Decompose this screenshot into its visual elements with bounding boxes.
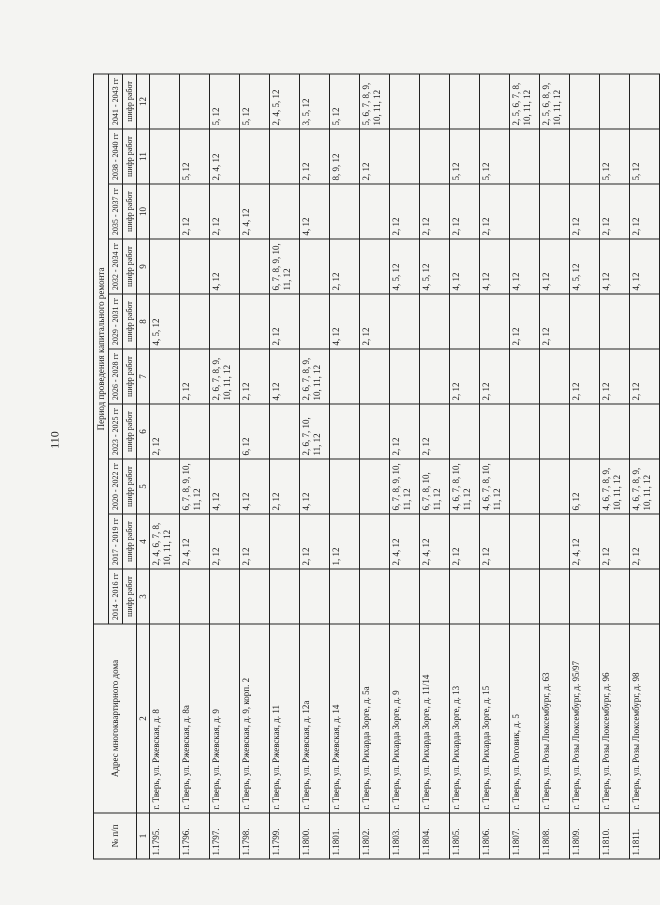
work-code-cell: 2, 12 — [600, 184, 630, 239]
work-code-cell: 2, 4, 12 — [390, 514, 420, 569]
work-code-cell — [510, 404, 540, 459]
row-address: г. Тверь, ул. Рихарда Зорге, д. 15 — [480, 624, 510, 813]
work-code-cell: 2, 12 — [600, 514, 630, 569]
row-address: г. Тверь, ул. Рихарда Зорге, д. 11/14 — [420, 624, 450, 813]
row-number: 1.1797. — [210, 813, 240, 859]
header-column-number: 12 — [137, 74, 150, 129]
work-code-cell — [210, 569, 240, 624]
work-code-cell: 2, 12 — [360, 129, 390, 184]
header-column-number: 10 — [137, 184, 150, 239]
work-code-cell: 6, 7, 8, 10, 11, 12 — [420, 459, 450, 514]
work-code-cell — [360, 569, 390, 624]
table-row — [510, 74, 540, 859]
work-code-cell — [300, 239, 330, 294]
work-code-cell: 4, 12 — [510, 239, 540, 294]
row-number: 1.1810. — [600, 813, 630, 859]
work-code-cell — [510, 514, 540, 569]
work-code-cell: 2, 4, 12 — [180, 514, 210, 569]
work-code-cell: 2, 12 — [180, 184, 210, 239]
table-row — [390, 74, 420, 859]
row-number: 1.1802. — [360, 813, 390, 859]
work-code-cell — [420, 569, 450, 624]
work-code-cell — [510, 569, 540, 624]
work-code-cell — [360, 184, 390, 239]
header-period-4: 2026 - 2028 гг — [109, 349, 123, 404]
work-code-cell: 4, 6, 7, 8, 10, 11, 12 — [450, 459, 480, 514]
work-code-cell — [630, 569, 660, 624]
work-code-cell: 5, 6, 7, 8, 9, 10, 11, 12 — [360, 74, 390, 129]
header-period-1: 2017 - 2019 гг — [109, 514, 123, 569]
work-code-cell: 4, 5, 12 — [420, 239, 450, 294]
work-code-cell — [210, 294, 240, 349]
table-row — [150, 74, 180, 859]
row-address: г. Тверь, ул. Розы Люксембург, д. 98 — [630, 624, 660, 813]
header-column-number: 11 — [137, 129, 150, 184]
work-code-cell — [420, 74, 450, 129]
work-code-cell: 2, 12 — [210, 184, 240, 239]
table-row — [330, 74, 360, 859]
work-code-cell — [240, 294, 270, 349]
work-code-cell: 4, 12 — [270, 349, 300, 404]
work-code-cell: 2, 5, 6, 7, 8, 10, 11, 12 — [510, 74, 540, 129]
work-code-cell: 2, 12 — [390, 184, 420, 239]
header-code-label: шифр работ — [123, 569, 137, 624]
table-row — [180, 74, 210, 859]
work-code-cell: 2, 12 — [150, 404, 180, 459]
row-address: г. Тверь, ул. Ржевская, д. 9 — [210, 624, 240, 813]
work-code-cell — [630, 404, 660, 459]
table-row — [600, 74, 630, 859]
work-code-cell — [270, 129, 300, 184]
header-code-label: шифр работ — [123, 514, 137, 569]
schedule-table-container — [93, 75, 652, 860]
work-code-cell: 2, 5, 6, 8, 9, 10, 11, 12 — [540, 74, 570, 129]
work-code-cell — [360, 459, 390, 514]
header-column-number: 7 — [137, 349, 150, 404]
work-code-cell: 2, 12 — [300, 514, 330, 569]
work-code-cell — [480, 569, 510, 624]
header-column-number: 8 — [137, 294, 150, 349]
work-code-cell: 2, 6, 7, 10, 11, 12 — [300, 404, 330, 459]
work-code-cell: 4, 12 — [540, 239, 570, 294]
work-code-cell — [300, 294, 330, 349]
table-row — [570, 74, 600, 859]
row-address: г. Тверь, ул. Розы Люксембург, д. 96 — [600, 624, 630, 813]
row-number: 1.1806. — [480, 813, 510, 859]
row-address: г. Тверь, ул. Ржевская, д. 12а — [300, 624, 330, 813]
work-code-cell — [600, 569, 630, 624]
work-code-cell — [600, 404, 630, 459]
work-code-cell: 4, 12 — [630, 239, 660, 294]
work-code-cell — [300, 569, 330, 624]
work-code-cell: 2, 12 — [570, 349, 600, 404]
work-code-cell: 4, 12 — [300, 184, 330, 239]
work-code-cell — [540, 349, 570, 404]
work-code-cell — [330, 349, 360, 404]
work-code-cell: 6, 7, 8, 9, 10, 11, 12 — [390, 459, 420, 514]
work-code-cell — [540, 129, 570, 184]
work-code-cell: 5, 12 — [180, 129, 210, 184]
work-code-cell — [150, 239, 180, 294]
row-number: 1.1809. — [570, 813, 600, 859]
work-code-cell — [570, 294, 600, 349]
work-code-cell: 5, 12 — [480, 129, 510, 184]
row-number: 1.1798. — [240, 813, 270, 859]
work-code-cell: 4, 12 — [240, 459, 270, 514]
work-code-cell — [540, 184, 570, 239]
work-code-cell — [570, 404, 600, 459]
work-code-cell: 3, 5, 12 — [300, 74, 330, 129]
header-code-label: шифр работ — [123, 404, 137, 459]
work-code-cell: 2, 12 — [180, 349, 210, 404]
table-row — [630, 74, 660, 859]
work-code-cell — [480, 294, 510, 349]
header-column-number: 6 — [137, 404, 150, 459]
row-address: г. Тверь, ул. Рихарда Зорге, д. 13 — [450, 624, 480, 813]
work-code-cell — [420, 349, 450, 404]
work-code-cell — [210, 404, 240, 459]
header-column-number: 5 — [137, 459, 150, 514]
work-code-cell — [480, 404, 510, 459]
work-code-cell: 2, 12 — [240, 514, 270, 569]
work-code-cell — [150, 349, 180, 404]
header-period-7: 2035 - 2037 гг — [109, 184, 123, 239]
header-num: № п/п — [94, 813, 137, 859]
work-code-cell: 2, 12 — [240, 349, 270, 404]
work-code-cell: 2, 4, 12 — [420, 514, 450, 569]
work-code-cell — [180, 239, 210, 294]
header-code-label: шифр работ — [123, 294, 137, 349]
work-code-cell: 2, 12 — [270, 294, 300, 349]
work-code-cell: 2, 6, 7, 8, 9, 10, 11, 12 — [300, 349, 330, 404]
row-number: 1.1804. — [420, 813, 450, 859]
work-code-cell: 4, 5, 12 — [390, 239, 420, 294]
table-row — [420, 74, 450, 859]
work-code-cell: 4, 12 — [210, 239, 240, 294]
row-address: г. Тверь, ул. Розы Люксембург, д. 95/97 — [570, 624, 600, 813]
work-code-cell — [630, 294, 660, 349]
work-code-cell — [540, 514, 570, 569]
header-code-label: шифр работ — [123, 349, 137, 404]
row-number: 1.1800. — [300, 813, 330, 859]
work-code-cell — [570, 129, 600, 184]
table-row — [480, 74, 510, 859]
table-row — [210, 74, 240, 859]
work-code-cell: 1, 12 — [330, 514, 360, 569]
row-number: 1.1811. — [630, 813, 660, 859]
header-period-6: 2032 - 2034 гг — [109, 239, 123, 294]
work-code-cell: 4, 12 — [210, 459, 240, 514]
work-code-cell — [510, 129, 540, 184]
work-code-cell — [330, 569, 360, 624]
work-code-cell: 2, 4, 12 — [570, 514, 600, 569]
work-code-cell: 2, 12 — [270, 459, 300, 514]
table-body — [150, 74, 660, 859]
work-code-cell — [390, 74, 420, 129]
page-number: 110 — [47, 431, 62, 449]
header-column-number: 3 — [137, 569, 150, 624]
work-code-cell — [540, 569, 570, 624]
row-address: г. Тверь, ул. Ржевская, д. 14 — [330, 624, 360, 813]
work-code-cell: 4, 12 — [480, 239, 510, 294]
work-code-cell: 2, 12 — [630, 514, 660, 569]
work-code-cell: 6, 12 — [570, 459, 600, 514]
work-code-cell: 2, 12 — [450, 514, 480, 569]
work-code-cell: 2, 12 — [480, 514, 510, 569]
work-code-cell — [150, 74, 180, 129]
work-code-cell — [150, 129, 180, 184]
work-code-cell — [450, 294, 480, 349]
row-number: 1.1799. — [270, 813, 300, 859]
work-code-cell: 4, 12 — [450, 239, 480, 294]
header-period-9: 2041 - 2043 гг — [109, 74, 123, 129]
work-code-cell — [180, 404, 210, 459]
work-code-cell: 2, 12 — [480, 184, 510, 239]
table-row — [540, 74, 570, 859]
work-code-cell — [390, 349, 420, 404]
header-column-number: 2 — [137, 624, 150, 813]
work-code-cell: 2, 12 — [570, 184, 600, 239]
work-code-cell: 2, 4, 5, 12 — [270, 74, 300, 129]
work-code-cell: 2, 12 — [420, 404, 450, 459]
work-code-cell: 2, 12 — [630, 184, 660, 239]
work-code-cell: 5, 12 — [330, 74, 360, 129]
work-code-cell — [330, 184, 360, 239]
work-code-cell — [150, 459, 180, 514]
work-code-cell — [600, 294, 630, 349]
work-code-cell: 4, 12 — [330, 294, 360, 349]
work-code-cell — [270, 514, 300, 569]
work-code-cell: 5, 12 — [600, 129, 630, 184]
work-code-cell — [360, 404, 390, 459]
work-code-cell — [270, 569, 300, 624]
work-code-cell: 2, 12 — [450, 349, 480, 404]
header-code-label: шифр работ — [123, 459, 137, 514]
work-code-cell — [510, 459, 540, 514]
row-number: 1.1803. — [390, 813, 420, 859]
work-code-cell: 5, 12 — [240, 74, 270, 129]
work-code-cell: 4, 5, 12 — [150, 294, 180, 349]
work-code-cell — [450, 404, 480, 459]
work-code-cell — [360, 514, 390, 569]
header-code-label: шифр работ — [123, 129, 137, 184]
work-code-cell — [630, 74, 660, 129]
work-code-cell — [570, 74, 600, 129]
work-code-cell — [150, 569, 180, 624]
work-code-cell — [360, 239, 390, 294]
work-code-cell: 4, 6, 7, 8, 9, 10, 11, 12 — [600, 459, 630, 514]
work-code-cell — [480, 74, 510, 129]
work-code-cell: 4, 12 — [600, 239, 630, 294]
work-code-cell: 2, 12 — [630, 349, 660, 404]
work-code-cell: 5, 12 — [210, 74, 240, 129]
work-code-cell: 8, 9, 12 — [330, 129, 360, 184]
header-column-numbers-row — [137, 74, 150, 859]
row-number: 1.1796. — [180, 813, 210, 859]
header-period-0: 2014 - 2016 гг — [109, 569, 123, 624]
work-code-cell: 2, 12 — [600, 349, 630, 404]
work-code-cell — [240, 239, 270, 294]
work-code-cell — [240, 129, 270, 184]
work-code-cell: 2, 12 — [420, 184, 450, 239]
work-code-cell: 2, 12 — [450, 184, 480, 239]
work-code-cell — [180, 74, 210, 129]
work-code-cell: 5, 12 — [450, 129, 480, 184]
work-code-cell — [270, 404, 300, 459]
work-code-cell — [270, 184, 300, 239]
header-period-5: 2029 - 2031 гг — [109, 294, 123, 349]
work-code-cell: 6, 7, 8, 9, 10, 11, 12 — [270, 239, 300, 294]
row-number: 1.1795. — [150, 813, 180, 859]
work-code-cell — [450, 569, 480, 624]
row-address: г. Тверь, ул. Рихарда Зорге, д. 9 — [390, 624, 420, 813]
table-row — [300, 74, 330, 859]
work-code-cell: 2, 12 — [300, 129, 330, 184]
work-code-cell — [420, 129, 450, 184]
work-code-cell — [540, 459, 570, 514]
row-number: 1.1801. — [330, 813, 360, 859]
work-code-cell: 2, 4, 12 — [210, 129, 240, 184]
header-column-number: 9 — [137, 239, 150, 294]
work-code-cell: 5, 12 — [630, 129, 660, 184]
row-address: г. Тверь, ул. Ржевская, д. 9, корп. 2 — [240, 624, 270, 813]
header-code-label: шифр работ — [123, 74, 137, 129]
work-code-cell — [390, 294, 420, 349]
row-address: г. Тверь, ул. Рихарда Зорге, д. 5а — [360, 624, 390, 813]
row-address: г. Тверь, ул. Ржевская, д. 8 — [150, 624, 180, 813]
row-address: г. Тверь, ул. Розы Люксембург, д. 63 — [540, 624, 570, 813]
row-address: г. Тверь, ул. Ржевская, д. 8а — [180, 624, 210, 813]
header-period: Период проведения капитального ремонта — [94, 74, 109, 624]
header-period-8: 2038 - 2040 гг — [109, 129, 123, 184]
row-address: г. Тверь, ул. Роговик, д. 5 — [510, 624, 540, 813]
row-address: г. Тверь, ул. Ржевская, д. 11 — [270, 624, 300, 813]
work-code-cell: 2, 12 — [540, 294, 570, 349]
header-period-3: 2023 - 2025 гг — [109, 404, 123, 459]
table-row — [360, 74, 390, 859]
work-code-cell — [510, 349, 540, 404]
work-code-cell — [510, 184, 540, 239]
work-code-cell — [390, 129, 420, 184]
work-code-cell — [330, 404, 360, 459]
row-number: 1.1807. — [510, 813, 540, 859]
header-period-2: 2020 - 2022 гг — [109, 459, 123, 514]
work-code-cell — [450, 74, 480, 129]
header-column-number: 4 — [137, 514, 150, 569]
work-code-cell: 2, 4, 6, 7, 8, 10, 11, 12 — [150, 514, 180, 569]
work-code-cell: 2, 12 — [390, 404, 420, 459]
work-code-cell — [390, 569, 420, 624]
work-code-cell — [240, 569, 270, 624]
work-code-cell: 2, 12 — [480, 349, 510, 404]
work-code-cell — [600, 74, 630, 129]
work-code-cell — [150, 184, 180, 239]
work-code-cell: 2, 6, 7, 8, 9, 10, 11, 12 — [210, 349, 240, 404]
work-code-cell: 2, 12 — [330, 239, 360, 294]
work-code-cell — [360, 349, 390, 404]
work-code-cell: 6, 12 — [240, 404, 270, 459]
table-row — [240, 74, 270, 859]
work-code-cell — [330, 459, 360, 514]
table-header — [94, 74, 150, 859]
row-number: 1.1805. — [450, 813, 480, 859]
header-code-label: шифр работ — [123, 239, 137, 294]
work-code-cell: 4, 6, 7, 8, 9, 10, 11, 12 — [630, 459, 660, 514]
header-address: Адрес многоквартирного дома — [94, 624, 137, 813]
capital-repair-schedule-table — [93, 73, 660, 859]
work-code-cell — [420, 294, 450, 349]
work-code-cell: 4, 6, 7, 8, 10, 11, 12 — [480, 459, 510, 514]
header-column-number: 1 — [137, 813, 150, 859]
work-code-cell: 2, 4, 12 — [240, 184, 270, 239]
work-code-cell: 2, 12 — [210, 514, 240, 569]
work-code-cell — [540, 404, 570, 459]
work-code-cell: 2, 12 — [360, 294, 390, 349]
work-code-cell: 6, 7, 8, 9, 10, 11, 12 — [180, 459, 210, 514]
header-code-label: шифр работ — [123, 184, 137, 239]
work-code-cell: 4, 12 — [300, 459, 330, 514]
table-row — [450, 74, 480, 859]
table-row — [270, 74, 300, 859]
work-code-cell — [570, 569, 600, 624]
row-number: 1.1808. — [540, 813, 570, 859]
work-code-cell: 4, 5, 12 — [570, 239, 600, 294]
work-code-cell: 2, 12 — [510, 294, 540, 349]
work-code-cell — [180, 569, 210, 624]
work-code-cell — [180, 294, 210, 349]
